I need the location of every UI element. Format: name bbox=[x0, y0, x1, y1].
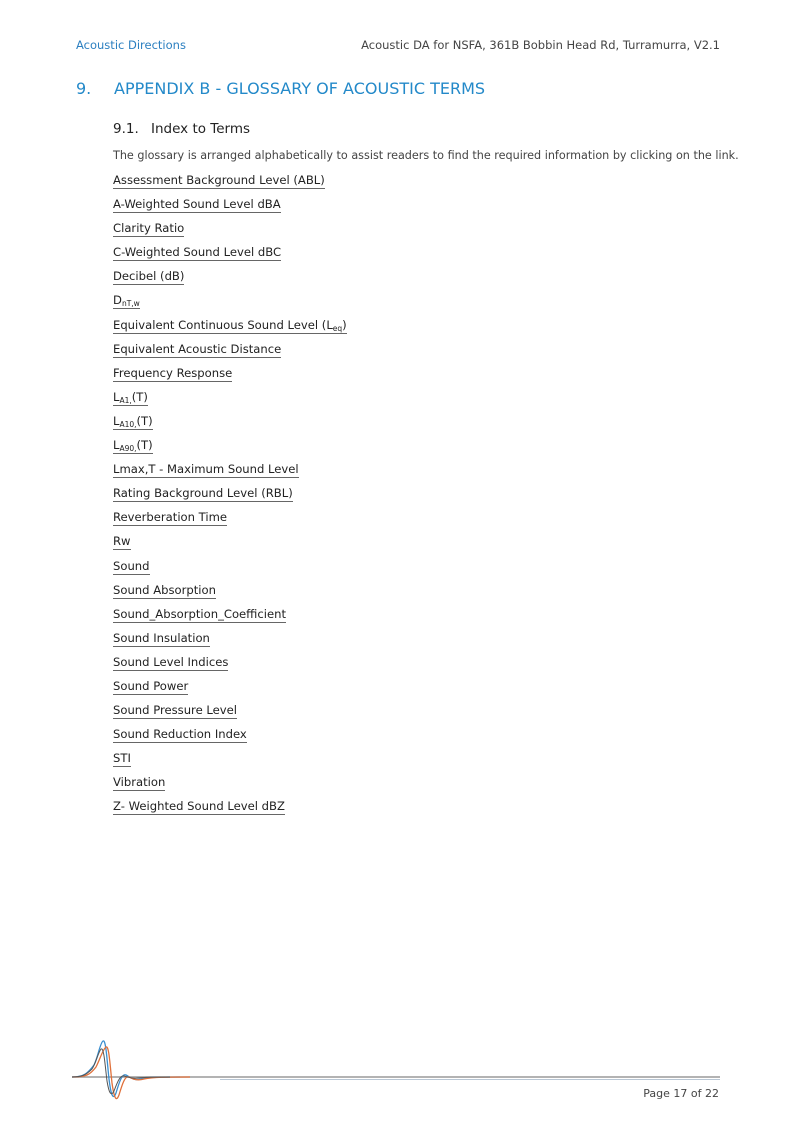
section-title: APPENDIX B - GLOSSARY OF ACOUSTIC TERMS bbox=[114, 79, 486, 98]
list-item bbox=[113, 774, 347, 798]
list-item bbox=[113, 798, 347, 822]
list-item bbox=[113, 196, 347, 220]
glossary-term-link[interactable]: Sound Insulation bbox=[113, 630, 210, 645]
glossary-term-link[interactable]: Rw bbox=[113, 534, 131, 549]
glossary-term-link[interactable]: Lmax,T - Maximum Sound Level bbox=[113, 462, 299, 477]
list-item bbox=[113, 172, 347, 196]
glossary-term-link[interactable]: $L_{A1,}(T)$ bbox=[113, 389, 148, 405]
list-item bbox=[113, 413, 347, 437]
list-item bbox=[113, 341, 347, 365]
glossary-term-link[interactable]: Reverberation Time bbox=[113, 510, 228, 525]
list-item bbox=[113, 606, 347, 630]
glossary-term-link[interactable]: Sound Power bbox=[113, 678, 189, 693]
waveform-logo-icon bbox=[70, 1035, 730, 1105]
wave-orange-line bbox=[72, 1047, 190, 1099]
glossary-term-link[interactable]: Sound bbox=[113, 558, 150, 573]
glossary-term-link[interactable]: $L_{A10,}(T)$ bbox=[113, 413, 153, 429]
list-item bbox=[113, 558, 347, 582]
list-item bbox=[113, 437, 347, 461]
intro-paragraph: The glossary is arranged alphabetically to assist readers to find the required information by clicking on the link. bbox=[113, 149, 739, 162]
glossary-term-link[interactable]: Rating Background Level (RBL) bbox=[113, 486, 293, 501]
glossary-term-link[interactable]: Sound Absorption bbox=[113, 582, 216, 597]
glossary-term-link[interactable]: Sound Level Indices bbox=[113, 654, 229, 669]
list-item bbox=[113, 509, 347, 533]
list-item bbox=[113, 268, 347, 292]
glossary-term-link[interactable]: Sound Reduction Index bbox=[113, 727, 247, 742]
list-item bbox=[113, 630, 347, 654]
glossary-term-link[interactable]: Sound_Absorption_Coefficient bbox=[113, 606, 287, 621]
glossary-term-link[interactable]: $L_{A90,}(T)$ bbox=[113, 438, 153, 454]
glossary-term-link[interactable]: C-Weighted Sound Level dBC bbox=[113, 245, 282, 260]
list-item bbox=[113, 582, 347, 606]
glossary-term-link[interactable]: Z- Weighted Sound Level dBZ bbox=[113, 799, 285, 814]
section-number: 9. bbox=[76, 79, 92, 98]
subsection-title: Index to Terms bbox=[151, 121, 251, 137]
glossary-term-link[interactable]: A-Weighted Sound Level dBA bbox=[113, 197, 281, 212]
glossary-term-list bbox=[113, 172, 347, 823]
glossary-term-link[interactable]: Assessment Background Level (ABL) bbox=[113, 173, 325, 187]
glossary-term-link[interactable]: $D_{nT,w}$ bbox=[113, 293, 140, 309]
glossary-term-link[interactable]: Vibration bbox=[113, 775, 166, 790]
glossary-term-link[interactable]: Equivalent Continuous Sound Level $(L_{eq})$ bbox=[113, 317, 347, 333]
list-item bbox=[113, 365, 347, 389]
list-item bbox=[113, 533, 347, 557]
list-item bbox=[113, 750, 347, 774]
page-number: Page 17 of 22 bbox=[643, 1087, 719, 1100]
list-item bbox=[113, 244, 347, 268]
list-item bbox=[113, 678, 347, 702]
header-document-title: Acoustic DA for NSFA, 361B Bobbin Head Rd, Turramurra, V2.1 bbox=[361, 38, 720, 52]
list-item bbox=[113, 726, 347, 750]
list-item bbox=[113, 389, 347, 413]
glossary-term-link[interactable]: Decibel (dB) bbox=[113, 269, 185, 284]
list-item bbox=[113, 292, 347, 316]
subsection-number: 9.1. bbox=[113, 121, 139, 137]
list-item bbox=[113, 485, 347, 509]
glossary-term-link[interactable]: Equivalent Acoustic Distance bbox=[113, 341, 282, 356]
glossary-term-link[interactable]: STI bbox=[113, 751, 131, 766]
subsection-heading bbox=[113, 121, 250, 137]
list-item bbox=[113, 220, 347, 244]
glossary-term-link[interactable]: Clarity Ratio bbox=[113, 221, 185, 236]
wave-blue-line bbox=[72, 1041, 180, 1097]
section-heading bbox=[76, 79, 485, 98]
list-item bbox=[113, 317, 347, 341]
glossary-term-link[interactable]: Sound Pressure Level bbox=[113, 703, 237, 718]
header-company-name: Acoustic Directions bbox=[76, 38, 186, 52]
glossary-term-link[interactable]: Frequency Response bbox=[113, 365, 233, 380]
list-item bbox=[113, 654, 347, 678]
list-item bbox=[113, 702, 347, 726]
list-item bbox=[113, 461, 347, 485]
